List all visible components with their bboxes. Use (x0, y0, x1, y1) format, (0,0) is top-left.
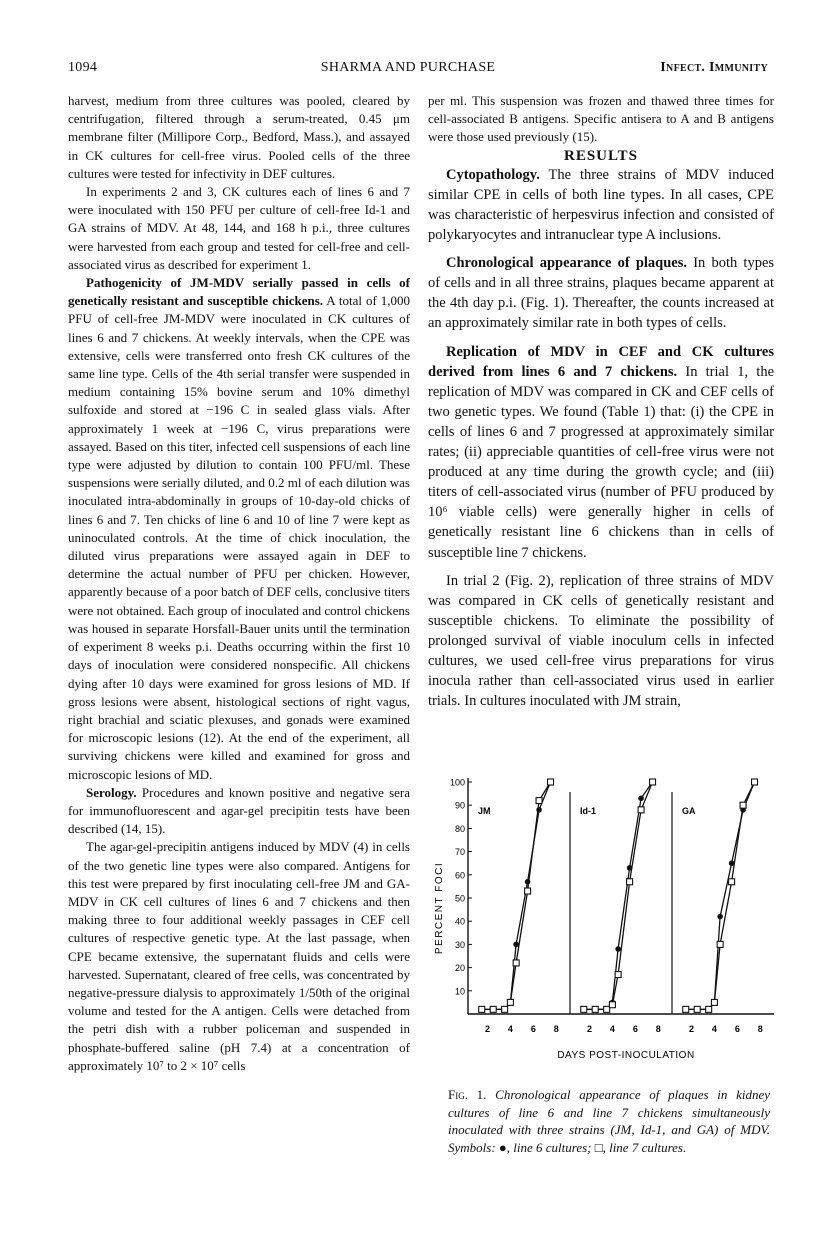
paragraph-text: The three strains of MDV induced similar CPE in cells of both line types. In all cases, CPE was characteristic of herpesvirus infection and consisted of polykaryocytes and intranuclear type A inclusions. (428, 166, 774, 244)
data-point-line7 (650, 779, 656, 785)
paragraph-heading: Chronological appearance of plaques. (446, 255, 688, 272)
data-point-line7 (604, 1006, 610, 1012)
x-tick-label: 6 (734, 1024, 740, 1034)
series-line (482, 782, 551, 1009)
paragraph (68, 274, 410, 784)
data-point-line7 (752, 779, 758, 785)
paragraph-heading: Serology. (86, 784, 137, 800)
y-tick-label: 20 (454, 963, 465, 974)
paragraph (428, 165, 774, 245)
data-point-line7 (694, 1006, 700, 1012)
right-column (428, 92, 774, 711)
y-axis-label: PERCENT FOCI (434, 861, 445, 955)
data-point-line7 (525, 888, 531, 894)
journal-name: Infect. Immunity (660, 60, 768, 75)
page-number: 1094 (68, 60, 98, 75)
data-point-line7 (490, 1006, 496, 1012)
data-point-line7 (581, 1006, 587, 1012)
x-tick-label: 4 (711, 1024, 717, 1034)
paragraph-heading: Cytopathology. (446, 166, 540, 183)
y-tick-label: 10 (454, 986, 465, 997)
y-tick-label: 80 (454, 823, 465, 834)
panel-title: GA (682, 806, 696, 816)
data-point-line7 (627, 879, 633, 885)
paragraph: The agar-gel-precipitin antigens induced by MDV (4) in cells of the two genetic line types were also compared. Antigens for this test were prepared by first inoculating cell-free JM and GA-MDV in CK cell cultures of lines 6 and 7 chickens and then making three to four additional weekly passages in CEF cell cultures of respective genetic type. At the last passage, when CPE became extensive, the supernatant fluids and cells were harvested. Supernatant, cleared of free cells, was concentrated by negative-pressure dialysis to approximately 1/50th of the original volume and tested for the A antigen. Cells were detached from the petri dish with a rubber policeman and suspended in phosphate-buffered saline (pH 7.4) at a concentration of approximately 10⁷ to 2 × 10⁷ cells (68, 839, 410, 1073)
paragraph (68, 784, 410, 839)
y-tick-label: 70 (454, 847, 465, 858)
x-tick-label: 4 (609, 1024, 615, 1034)
x-tick-label: 8 (757, 1024, 763, 1034)
paragraph: In trial 2 (Fig. 2), replication of three strains of MDV was compared in CK cells of genetically resistant and susceptible chickens. To eliminate the possibility of prolonged survival of viable inoculum cells in infected cultures, we used cell-free virus preparations for virus inocula rather than cell-associated virus used in earlier trials. In cultures inoculated with JM strain, (428, 572, 774, 710)
paragraph: In experiments 2 and 3, CK cultures each of lines 6 and 7 were inoculated with 150 PFU per culture of cell-free Id-1 and GA strains of MDV. At 48, 144, and 168 h p.i., three cultures were harvested from each group and tested for cell-free and cell-associated virus as described for experiment 1. (68, 184, 410, 272)
series-line (686, 782, 755, 1009)
data-point-line6 (717, 914, 723, 920)
data-point-line7 (683, 1006, 689, 1012)
paragraph (428, 342, 774, 563)
section-title: RESULTS (564, 147, 638, 164)
x-tick-label: 8 (553, 1024, 559, 1034)
data-point-line7 (717, 941, 723, 947)
x-tick-label: 6 (530, 1024, 536, 1034)
x-tick-label: 4 (507, 1024, 513, 1034)
figure-1 (426, 768, 776, 1084)
x-tick-label: 2 (688, 1024, 694, 1034)
paragraph-heading: Pathogenicity of JM-MDV serially passed in cells of genetically resistant and susceptible chickens. (68, 275, 410, 309)
data-point-line7 (507, 999, 513, 1005)
data-point-line7 (479, 1006, 485, 1012)
data-point-line7 (711, 999, 717, 1005)
panel-title: Id-1 (580, 806, 597, 816)
left-column (68, 92, 410, 1075)
series-line (686, 782, 755, 1009)
paragraph-heading: Replication of MDV in CEF and CK cultures derived from lines 6 and 7 chickens. (428, 343, 774, 380)
paragraph-text: In trial 1, the replication of MDV was compared in CK and CEF cells of two genetic types. We found (Table 1) that: (i) the CPE in cells of lines 6 and 7 progressed at approximately similar rates; (ii) appreciable quantities of cell-free virus were not produced at any time during the growth cycle; and (iii) titers of cell-associated virus (number of PFU produced by 10⁶ viable cells) were generally higher in cells of genetically resistant line 6 chickens than in cells of susceptible line 7 chickens. (428, 363, 775, 561)
paragraph-text: A total of 1,000 PFU of cell-free JM-MDV were inoculated in CK cultures of lines 6 and 7 chickens. At weekly intervals, when the CPE was extensive, cells were transferred onto fresh CK cultures of the same line type. Cells of the 4th serial transfer were suspended in medium containing 15% bovine serum and 10% dimethyl sulfoxide and stored at −196 C in sealed glass vials. After approximately 1 week at −196 C, virus preparations were assayed. Based on this titer, infected cell suspensions of each line type were adjusted by dilution to contain 100 PFU/ml. These suspensions were serially diluted, and 0.2 ml of each dilution was inoculated intra-abdominally in groups of 10-day-old chicks of lines 6 and 7. Ten chicks of line 6 and 10 of line 7 were kept as uninoculated controls. At the time of chick inoculation, the diluted virus preparations were assayed again in DEF to determine the actual number of PFU per chicken. However, apparently because of a poor batch of DEF cells, conclusive titers were not obtained. Each group of inoculated and control chickens was housed in separate Horsfall-Bauer units until the termination of experiment 8 weeks p.i. Deaths occurring within the first 10 days of inoculation were considered nonspecific. All chickens dying after 10 days were examined for gross lesions of MD. If gross lesions were absent, histological sections of right vagus, right brachial and sciatic plexuses, and gonads were examined for microscopic lesions (12). At the end of the experiment, all surviving chickens were killed and examined for gross and microscopic lesions of MD. (68, 293, 410, 782)
paragraph: harvest, medium from three cultures was pooled, cleared by centrifugation, filtered through a serum-treated, 0.45 μm membrane filter (Millipore Corp., Bedford, Mass.), and assayed in CK cultures for cell-free virus. Pooled cells of the three cultures were tested for infectivity in DEF cultures. (68, 93, 410, 181)
paragraph-text: Procedures and known positive and negative sera for immunofluorescent and agar-gel precipitin tests have been described (14, 15). (68, 784, 411, 837)
data-point-line7 (513, 960, 519, 966)
caption-text: Chronological appearance of plaques in kidney cultures of line 6 and line 7 chickens simultaneously inoculated with three strains (JM, Id-1, and GA) of MDV. Symbols: ●, line 6 cultures; □, line 7 cultures. (448, 1087, 771, 1155)
paragraph-text: In both types of cells and in all three strains, plaques became apparent at the 4th day p.i. (Fig. 1). Thereafter, the counts increased at an approximately similar rate in both types of cells. (428, 255, 775, 332)
series-line (482, 782, 551, 1009)
data-point-line7 (592, 1006, 598, 1012)
y-tick-label: 40 (454, 916, 465, 927)
x-tick-label: 2 (484, 1024, 490, 1034)
data-point-line7 (729, 879, 735, 885)
figure-caption (448, 1086, 770, 1156)
data-point-line7 (536, 798, 542, 804)
caption-label: Fig. 1. (448, 1087, 487, 1102)
data-point-line6 (513, 942, 519, 948)
data-point-line6 (615, 946, 621, 952)
y-tick-label: 30 (454, 939, 465, 950)
paragraph: per ml. This suspension was frozen and thawed three times for cell-associated B antigens. Specific antisera to A and B antigens were those used previously (15). (428, 93, 774, 145)
panel-title: JM (478, 806, 491, 816)
y-tick-label: 50 (454, 893, 465, 904)
paragraph (428, 253, 774, 333)
data-point-line7 (706, 1006, 712, 1012)
x-tick-label: 8 (655, 1024, 661, 1034)
running-head: SHARMA AND PURCHASE (320, 60, 496, 75)
plaque-chart (426, 768, 776, 1084)
y-tick-label: 60 (454, 870, 465, 881)
x-tick-label: 2 (586, 1024, 592, 1034)
y-tick-label: 100 (449, 777, 465, 788)
data-point-line7 (740, 802, 746, 808)
y-tick-label: 90 (454, 800, 465, 811)
x-axis-label: DAYS POST-INOCULATION (557, 1050, 695, 1061)
x-tick-label: 6 (632, 1024, 638, 1034)
data-point-line7 (609, 1002, 615, 1008)
data-point-line7 (502, 1006, 508, 1012)
data-point-line6 (638, 795, 644, 801)
data-point-line7 (638, 807, 644, 813)
data-point-line7 (615, 972, 621, 978)
data-point-line7 (548, 779, 554, 785)
